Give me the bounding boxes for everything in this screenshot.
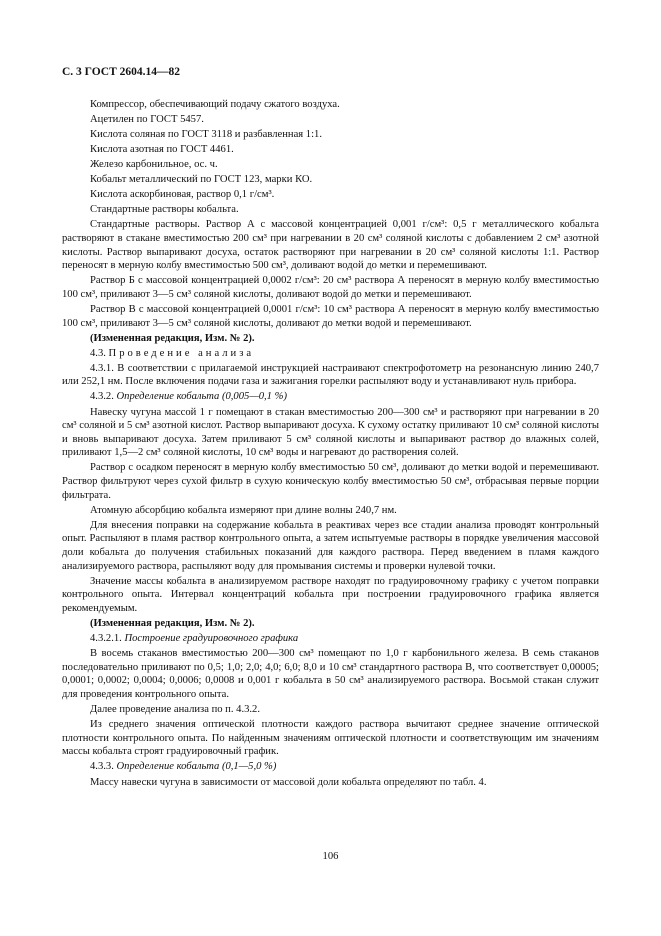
paragraph: Раствор с осадком переносят в мерную колбу вместимостью 50 см³, доливают до метки водой и перемешивают. Раствор фильтруют через сухой фильтр в сухую коническую колбу вместимостью 50 см³, отбрасывая первые порции фильтрата.	[62, 462, 599, 501]
section-title: Проведение анализа	[108, 347, 255, 359]
paragraph: Значение массы кобальта в анализируемом растворе находят по градуировочному графику с учетом поправки контрольного опыта. Интервал концентраций кобальта при построении градуировочного графика является рекомендуемым.	[62, 575, 599, 614]
section-heading	[62, 347, 599, 361]
paragraph: Раствор В с массовой концентрацией 0,0001 г/см³: 10 см³ раствора А переносят в мерную колбу вместимостью 100 см³, приливают 3—5 см³ соляной кислоты, доливают до метки водой и перемешивают.	[62, 303, 599, 329]
paragraph: Раствор Б с массовой концентрацией 0,0002 г/см³: 20 см³ раствора А переносят в мерную колбу вместимостью 100 см³, приливают 3—5 см³ соляной кислоты, доливают водой до метки и перемешивают.	[62, 275, 599, 300]
paragraph: 4.3.1. В соответствии с прилагаемой инструкцией настраивают спектрофотометр на резонансную линию 240,7 или 252,1 нм. После включения подачи газа и зажигания горелки распыляют воду и устанавливают нуль прибора.	[62, 362, 599, 388]
paragraph: Для внесения поправки на содержание кобальта в реактивах через все стадии анализа проводят контрольный опыт. Распыляют в пламя раствор контрольного опыта, а затем испытуемые растворы в порядке увеличения массовой доли кобальта до получения стабильных показаний для каждого раствора. Перед введением в пламя каждого анализируемого раствора, распыляют воду для промывания системы и проверки нулевой точки.	[62, 519, 599, 572]
subsection-title: Определение кобальта (0,1—5,0 %)	[116, 761, 277, 773]
paragraph: Массу навески чугуна в зависимости от массовой доли кобальта определяют по табл. 4.	[90, 776, 487, 788]
subsection-title: Построение градуировочного графика	[124, 633, 299, 645]
section-number: 4.3.	[90, 347, 106, 359]
paragraph: Кислота азотная по ГОСТ 4461.	[90, 143, 234, 155]
revision-note: (Измененная редакция, Изм. № 2).	[90, 332, 255, 344]
paragraph: Атомную абсорбцию кобальта измеряют при длине волны 240,7 нм.	[90, 504, 397, 516]
paragraph: Стандартные растворы. Раствор А с массовой концентрацией 0,001 г/см³: 0,5 г металлического кобальта растворяют в стакане вместимостью 200 см³ при нагревании в 20 см³ соляной кислоты с добавлением 2 см³ азотной кислоты. Раствор выпаривают досуха, остаток растворяют при нагревании в 20 см³ соляной кислоты 1:1. Раствор переносят в мерную колбу вместимостью 500 см³, доливают водой до метки и перемешивают.	[62, 219, 599, 272]
page-number: 106	[322, 851, 339, 862]
paragraph: Кислота соляная по ГОСТ 3118 и разбавленная 1:1.	[90, 128, 322, 140]
subsection-number: 4.3.2.	[90, 391, 114, 403]
subsection-heading	[62, 760, 599, 774]
paragraph: В восемь стаканов вместимостью 200—300 см³ помещают по 1,0 г карбонильного железа. В семь стаканов последовательно приливают по 0,5; 1,0; 2,0; 4,0; 6,0; 8,0 и 10 см³ стандартного раствора В, что соответствует 0,00005; 0,0001; 0,0002; 0,0004; 0,0006; 0,0008 и 0,001 г кобальта в 50 см³ анализируемого раствора. Восьмой стакан служит для проведения контрольного опыта.	[62, 648, 599, 700]
paragraph: Далее проведение анализа по п. 4.3.2.	[90, 704, 260, 716]
paragraph: Стандартные растворы кобальта.	[90, 204, 239, 216]
paragraph: Кобальт металлический по ГОСТ 123, марки КО.	[90, 174, 313, 186]
paragraph: Железо карбонильное, ос. ч.	[90, 158, 218, 170]
paragraph: Ацетилен по ГОСТ 5457.	[90, 113, 204, 125]
paragraph: Из среднего значения оптической плотности каждого раствора вычитают среднее значение оптической плотности контрольного опыта. По найденным значениям оптической плотности и соответствующим им значениям массы кобальта строят градуировочный график.	[62, 719, 599, 758]
revision-note: (Измененная редакция, Изм. № 2).	[90, 617, 255, 629]
paragraph: Навеску чугуна массой 1 г помещают в стакан вместимостью 200—300 см³ и растворяют при нагревании в 20 см³ соляной и 5 см³ азотной кислот. Раствор выпаривают досуха. К сухому остатку приливают 10 см³ соляной кислоты и вновь выпаривают досуха. Затем приливают 5 см³ соляной кислоты и выпаривают раствор до влажных солей, приливают 1,5—2 см³ соляной кислоты, 10 см³ воды и нагревают до растворения солей.	[62, 406, 599, 459]
subsection-number: 4.3.3.	[90, 761, 114, 773]
subsection-title: Определение кобальта (0,005—0,1 %)	[116, 391, 287, 403]
paragraph: Компрессор, обеспечивающий подачу сжатого воздуха.	[90, 98, 340, 110]
document-page	[62, 66, 599, 791]
subsection-heading	[62, 632, 599, 646]
paragraph: Кислота аскорбиновая, раствор 0,1 г/см³.	[90, 189, 275, 201]
page-header: С. 3 ГОСТ 2604.14—82	[62, 66, 181, 78]
subsection-number: 4.3.2.1.	[90, 633, 122, 645]
subsection-heading	[62, 390, 599, 404]
